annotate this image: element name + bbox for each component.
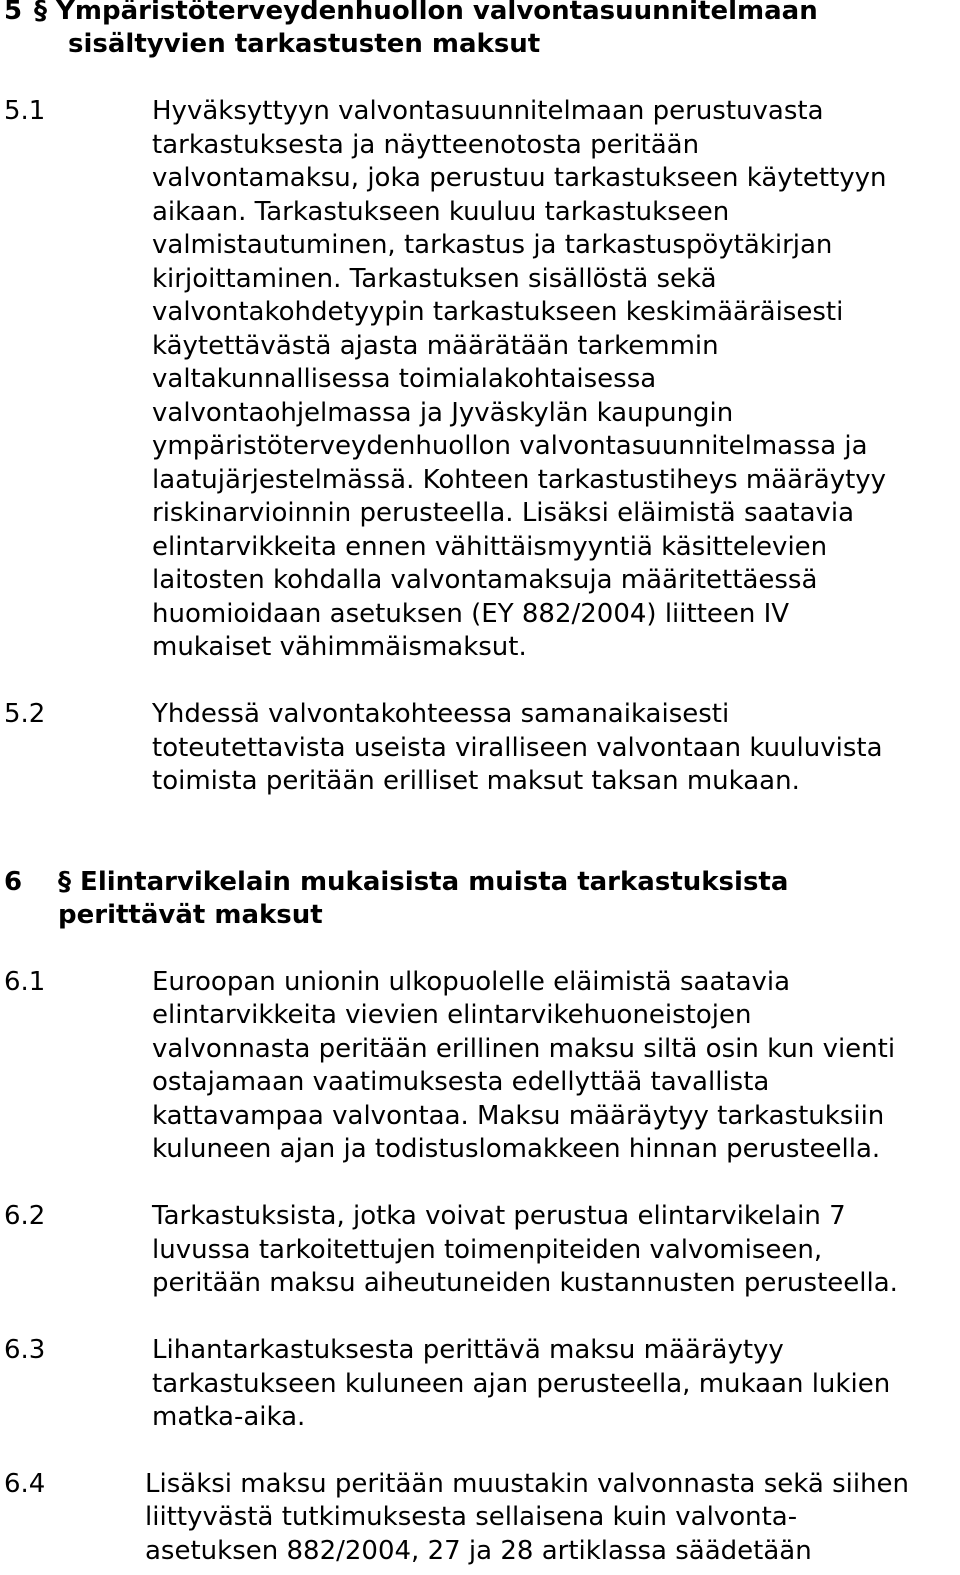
paragraph-line: liittyvästä tutkimuksesta sellaisena kuin valvonta- xyxy=(145,1502,798,1532)
paragraph-number: 6.4 xyxy=(4,1469,46,1499)
paragraph-number: 6.1 xyxy=(4,967,46,997)
paragraph-line: valvontakohdetyypin tarkastukseen keskimääräisesti xyxy=(152,297,844,327)
paragraph-line: valvontamaksu, joka perustuu tarkastukseen käytettyyn xyxy=(152,163,887,193)
paragraph-line: Euroopan unionin ulkopuolelle eläimistä saatavia xyxy=(152,967,791,997)
paragraph-line: tarkastukseen kuluneen ajan perusteella, mukaan lukien xyxy=(152,1369,891,1399)
paragraph-line: tarkastuksesta ja näytteenotosta peritään xyxy=(152,130,700,160)
paragraph-line: valvontaohjelmassa ja Jyväskylän kaupungin xyxy=(152,398,734,428)
paragraph-line: Yhdessä valvontakohteessa samanaikaisesti xyxy=(152,699,730,729)
paragraph-line: laatujärjestelmässä. Kohteen tarkastustiheys määräytyy xyxy=(152,465,887,495)
paragraph-line: kattavampaa valvontaa. Maksu määräytyy tarkastuksiin xyxy=(152,1101,885,1131)
paragraph-line: Hyväksyttyyn valvontasuunnitelmaan perustuvasta xyxy=(152,96,824,126)
paragraph-number: 5.2 xyxy=(4,699,46,729)
section-heading-line: sisältyvien tarkastusten maksut xyxy=(68,29,541,59)
paragraph-line: valvonnasta peritään erillinen maksu siltä osin kun vienti xyxy=(152,1034,896,1064)
section-number: 6 xyxy=(4,867,23,897)
paragraph-line: riskinarvioinnin perusteella. Lisäksi eläimistä saatavia xyxy=(152,498,855,528)
paragraph-line: aikaan. Tarkastukseen kuuluu tarkastukseen xyxy=(152,197,730,227)
paragraph-line: Tarkastuksista, jotka voivat perustua elintarvikelain 7 xyxy=(152,1201,846,1231)
section-number: 5 xyxy=(4,0,23,26)
paragraph-line: kirjoittaminen. Tarkastuksen sisällöstä sekä xyxy=(152,264,717,294)
paragraph-line: laitosten kohdalla valvontamaksuja määritettäessä xyxy=(152,565,818,595)
paragraph-line: peritään maksu aiheutuneiden kustannusten perusteella. xyxy=(152,1268,898,1298)
paragraph-line: kuluneen ajan ja todistuslomakkeen hinnan perusteella. xyxy=(152,1134,881,1164)
paragraph-line: huomioidaan asetuksen (EY 882/2004) liitteen IV xyxy=(152,599,790,629)
paragraph-line: luvussa tarkoitettujen toimenpiteiden valvomiseen, xyxy=(152,1235,823,1265)
paragraph-line: asetuksen 882/2004, 27 ja 28 artiklassa säädetään xyxy=(145,1536,812,1566)
paragraph-line: Lisäksi maksu peritään muustakin valvonnasta sekä siihen xyxy=(145,1469,910,1499)
paragraph-line: mukaiset vähimmäismaksut. xyxy=(152,632,527,662)
paragraph-number: 6.3 xyxy=(4,1335,46,1365)
paragraph-line: käytettävästä ajasta määrätään tarkemmin xyxy=(152,331,719,361)
paragraph-line: Lihantarkastuksesta perittävä maksu määräytyy xyxy=(152,1335,784,1365)
paragraph-line: elintarvikkeita ennen vähittäismyyntiä käsittelevien xyxy=(152,532,828,562)
paragraph-line: ostajamaan vaatimuksesta edellyttää tavallista xyxy=(152,1067,770,1097)
section-heading-line: § Ympäristöterveydenhuollon valvontasuunnitelmaan xyxy=(34,0,818,26)
paragraph-line: ympäristöterveydenhuollon valvontasuunnitelmassa ja xyxy=(152,431,868,461)
paragraph-line: valtakunnallisessa toimialakohtaisessa xyxy=(152,364,657,394)
paragraph-line: matka-aika. xyxy=(152,1402,306,1432)
paragraph-line: toteutettavista useista viralliseen valvontaan kuuluvista xyxy=(152,733,883,763)
paragraph-line: valmistautuminen, tarkastus ja tarkastuspöytäkirjan xyxy=(152,230,833,260)
paragraph-number: 6.2 xyxy=(4,1201,46,1231)
section-heading-line: § Elintarvikelain mukaisista muista tarkastuksista xyxy=(58,867,789,897)
paragraph-line: toimista peritään erilliset maksut taksan mukaan. xyxy=(152,766,800,796)
paragraph-line: elintarvikkeita vievien elintarvikehuoneistojen xyxy=(152,1000,752,1030)
section-heading-line: perittävät maksut xyxy=(58,900,323,930)
paragraph-number: 5.1 xyxy=(4,96,46,126)
